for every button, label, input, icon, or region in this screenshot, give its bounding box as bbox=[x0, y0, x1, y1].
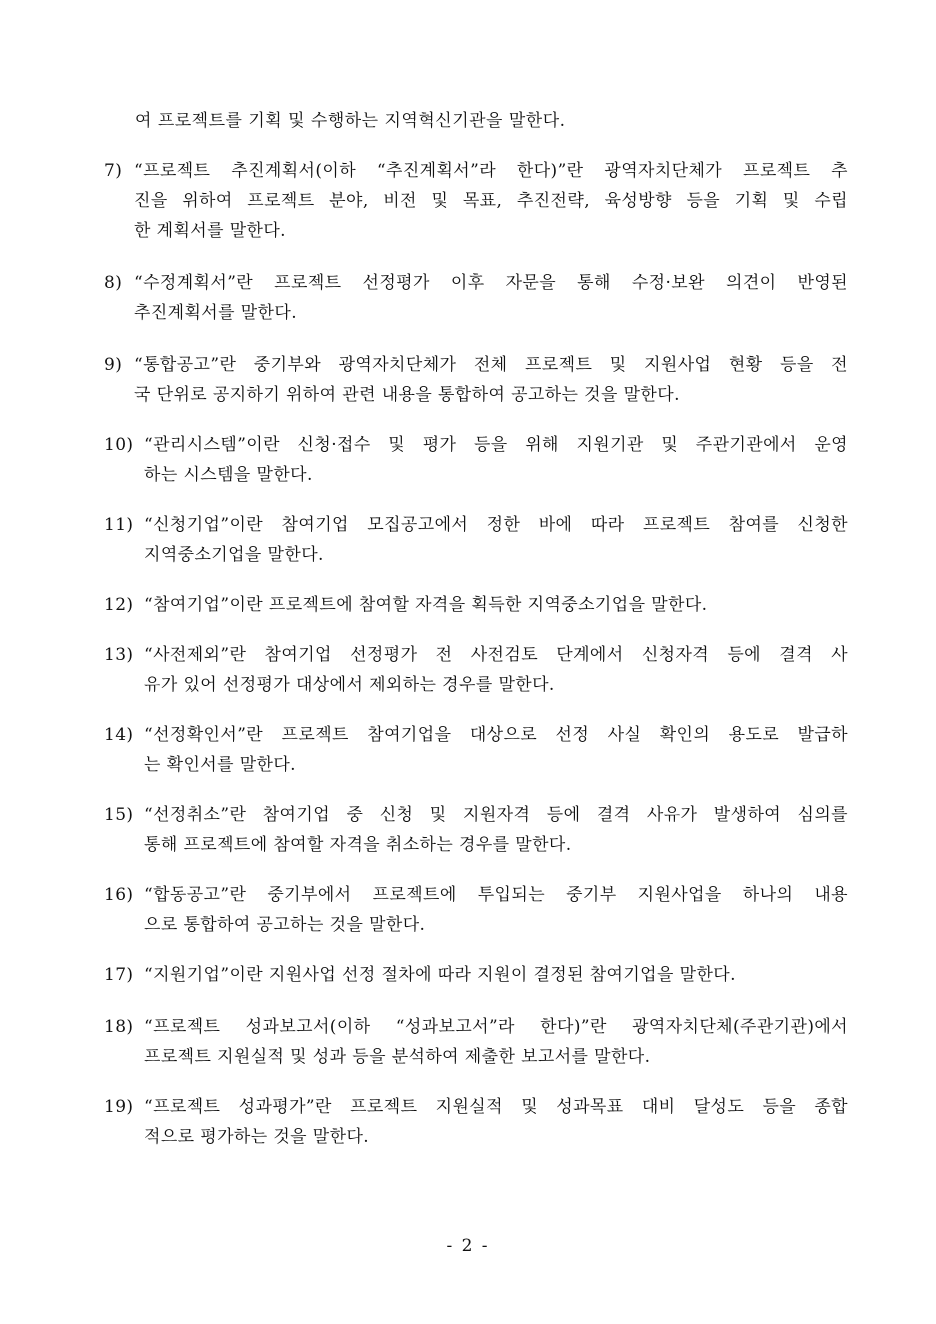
definition-line bbox=[104, 510, 848, 540]
item-number: 9) bbox=[104, 355, 123, 375]
definition-text: 한 계획서를 말한다. bbox=[134, 221, 286, 241]
item-number: 14) bbox=[104, 725, 134, 745]
definition-text: 지역중소기업을 말한다. bbox=[144, 545, 324, 565]
definition-text: “지원기업”이란 지원사업 선정 절차에 따라 지원이 결정된 참여기업을 말한다. bbox=[144, 965, 736, 985]
item-number: 16) bbox=[104, 885, 134, 905]
definition-line bbox=[104, 350, 848, 380]
definition-item bbox=[104, 510, 848, 570]
definition-line bbox=[104, 268, 848, 298]
definition-item bbox=[104, 960, 848, 990]
definition-line bbox=[104, 590, 848, 620]
definition-text: 진을 위하여 프로젝트 분야, 비전 및 목표, 추진전략, 육성방향 등을 기획 및 수립 bbox=[134, 191, 848, 211]
definition-item bbox=[104, 800, 848, 860]
definition-line bbox=[104, 460, 848, 490]
definition-text: “프로젝트 추진계획서(이하 “추진계획서”라 한다)”란 광역자치단체가 프로젝트 추 bbox=[134, 161, 848, 181]
definition-text: 는 확인서를 말한다. bbox=[144, 755, 296, 775]
definition-text: 국 단위로 공지하기 위하여 관련 내용을 통합하여 공고하는 것을 말한다. bbox=[134, 385, 680, 405]
definition-line bbox=[104, 298, 848, 328]
definition-text: 하는 시스템을 말한다. bbox=[144, 465, 313, 485]
item-number: 10) bbox=[104, 435, 134, 455]
definition-item bbox=[104, 156, 848, 246]
definition-line bbox=[104, 960, 848, 990]
definition-line bbox=[104, 640, 848, 670]
definition-line bbox=[104, 1122, 848, 1152]
definition-text: “신청기업”이란 참여기업 모집공고에서 정한 바에 따라 프로젝트 참여를 신청한 bbox=[144, 515, 848, 535]
item-number: 12) bbox=[104, 595, 134, 615]
item-number: 13) bbox=[104, 645, 134, 665]
definition-line bbox=[104, 540, 848, 570]
definition-text: 통해 프로젝트에 참여할 자격을 취소하는 경우를 말한다. bbox=[144, 835, 572, 855]
definition-text: “참여기업”이란 프로젝트에 참여할 자격을 획득한 지역중소기업을 말한다. bbox=[144, 595, 708, 615]
definition-line bbox=[104, 380, 848, 410]
definition-line bbox=[104, 156, 848, 186]
definition-text: 유가 있어 선정평가 대상에서 제외하는 경우를 말한다. bbox=[144, 675, 555, 695]
definition-line bbox=[104, 800, 848, 830]
definition-text: “선정취소”란 참여기업 중 신청 및 지원자격 등에 결격 사유가 발생하여 심의를 bbox=[144, 805, 848, 825]
item-number: 11) bbox=[104, 515, 134, 535]
definition-item bbox=[104, 640, 848, 700]
definition-line bbox=[104, 1012, 848, 1042]
definition-line bbox=[104, 1042, 848, 1072]
definition-item bbox=[104, 880, 848, 940]
definition-item bbox=[104, 430, 848, 490]
item-number: 17) bbox=[104, 965, 134, 985]
definition-line bbox=[104, 910, 848, 940]
definition-line bbox=[104, 670, 848, 700]
definition-text: 으로 통합하여 공고하는 것을 말한다. bbox=[144, 915, 426, 935]
item-number: 8) bbox=[104, 273, 123, 293]
definition-line bbox=[104, 430, 848, 460]
definition-item bbox=[104, 268, 848, 328]
definition-text: “사전제외”란 참여기업 선정평가 전 사전검토 단계에서 신청자격 등에 결격 사 bbox=[144, 645, 848, 665]
definition-text: 추진계획서를 말한다. bbox=[134, 303, 298, 323]
definition-line bbox=[104, 216, 848, 246]
definition-line bbox=[104, 830, 848, 860]
definition-line bbox=[104, 1092, 848, 1122]
definition-item bbox=[104, 720, 848, 780]
definition-text: “수정계획서”란 프로젝트 선정평가 이후 자문을 통해 수정·보완 의견이 반영된 bbox=[134, 273, 848, 293]
item-number: 15) bbox=[104, 805, 134, 825]
definition-text: “합동공고”란 중기부에서 프로젝트에 투입되는 중기부 지원사업을 하나의 내용 bbox=[144, 885, 848, 905]
definition-item bbox=[104, 1092, 848, 1152]
definition-text: “프로젝트 성과보고서(이하 “성과보고서”라 한다)”란 광역자치단체(주관기관)에서 bbox=[144, 1017, 848, 1037]
definition-line bbox=[104, 750, 848, 780]
item-number: 18) bbox=[104, 1017, 134, 1037]
definition-item bbox=[104, 350, 848, 410]
definition-item bbox=[104, 590, 848, 620]
definition-text: “선정확인서”란 프로젝트 참여기업을 대상으로 선정 사실 확인의 용도로 발급하 bbox=[144, 725, 848, 745]
definition-item bbox=[104, 1012, 848, 1072]
definition-line bbox=[104, 186, 848, 216]
definition-text: “프로젝트 성과평가”란 프로젝트 지원실적 및 성과목표 대비 달성도 등을 종합 bbox=[144, 1097, 848, 1117]
definition-text: “통합공고”란 중기부와 광역자치단체가 전체 프로젝트 및 지원사업 현황 등을 전 bbox=[134, 355, 848, 375]
definition-line bbox=[104, 880, 848, 910]
definition-text: 프로젝트 지원실적 및 성과 등을 분석하여 제출한 보고서를 말한다. bbox=[144, 1047, 651, 1067]
definition-text: “관리시스템”이란 신청·접수 및 평가 등을 위해 지원기관 및 주관기관에서 운영 bbox=[144, 435, 848, 455]
continuation-line: 여 프로젝트를 기획 및 수행하는 지역혁신기관을 말한다. bbox=[135, 111, 566, 131]
definition-text: 적으로 평가하는 것을 말한다. bbox=[144, 1127, 370, 1147]
page-number: - 2 - bbox=[446, 1236, 490, 1256]
item-number: 7) bbox=[104, 161, 123, 181]
definition-line bbox=[104, 720, 848, 750]
item-number: 19) bbox=[104, 1097, 134, 1117]
